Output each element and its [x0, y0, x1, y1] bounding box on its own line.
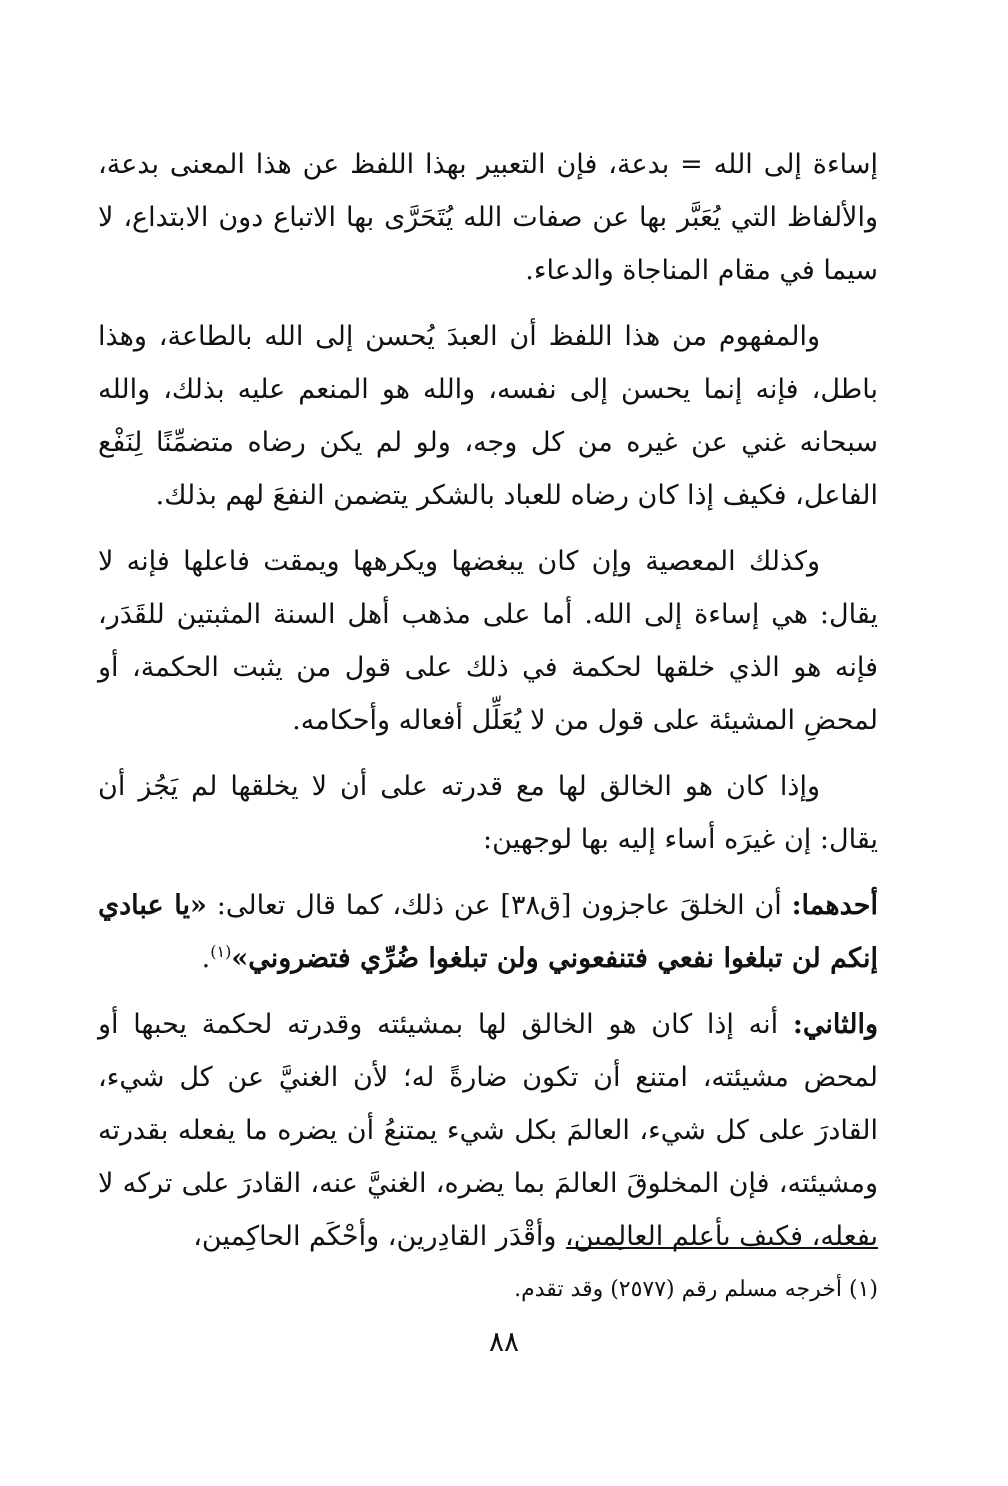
paragraph-1-text: إساءة إلى الله = بدعة، فإن التعبير بهذا اللفظ عن هذا المعنى بدعة، والألفاظ التي يُعَبَّر بها عن صفات الله يُتَحَرَّى بها الاتباع دون الابتداع، لا سيما في مقام المناجاة والدعاء.: [98, 149, 878, 286]
paragraph-3-text: وكذلك المعصية وإن كان يبغضها ويكرهها ويمقت فاعلها فإنه لا يقال: هي إساءة إلى الله. أما على مذهب أهل السنة المثبتين للقَدَر، فإنه هو الذي خلقها لحكمة في ذلك على قول من يثبت الحكمة، أو لمحضِ المشيئة على قول من لا يُعَلِّل أفعاله وأحكامه.: [98, 546, 878, 736]
footnote-number: (١): [848, 1277, 878, 1302]
paragraph-2-text: والمفهوم من هذا اللفظ أن العبدَ يُحسن إلى الله بالطاعة، وهذا باطل، فإنه إنما يحسن إلى نفسه، والله هو المنعم عليه بذلك، والله سبحانه غني عن غيره من كل وجه، ولو لم يكن رضاه متضمِّنًا لِنَفْع الفاعل، فكيف إذا كان رضاه للعباد بالشكر يتضمن النفعَ لهم بذلك.: [98, 321, 878, 511]
footnote-text: أخرجه مسلم رقم (٢٥٧٧) وقد تقدم.: [514, 1277, 842, 1302]
footnote: [98, 1273, 878, 1307]
page-body: [98, 138, 878, 1276]
paragraph-5: [98, 879, 878, 985]
footnote-separator: [566, 1247, 878, 1249]
paragraph-4: [98, 760, 878, 866]
paragraph-5-text: أن الخلقَ عاجزون [ق٣٨] عن ذلك، كما قال تعالى:: [206, 890, 792, 921]
paragraph-6: [98, 998, 878, 1263]
paragraph-4-text: وإذا كان هو الخالق لها مع قدرته على أن لا يخلقها لم يَجُز أن يقال: إن غيرَه أساء إليه بها لوجهين:: [98, 771, 878, 855]
paragraph-5-lead: أحدهما:: [791, 890, 878, 921]
paragraph-6-text: أنه إذا كان هو الخالق لها بمشيئته وقدرته لحكمة يحبها أو لمحض مشيئته، امتنع أن تكون ضارةً له؛ لأن الغنيَّ عن كل شيء، القادرَ على كل شيء، العالمَ بكل شيء يمتنعُ أن يضره ما يفعله بقدرته ومشيئته، فإن المخلوقَ العالمَ بما يضره، الغنيَّ عنه، القادرَ على تركه لا يفعله، فكيف بأعلم العالِمين، وأقْدَر القادِرين، وأحْكَم الحاكِمين،: [98, 1009, 878, 1252]
footnote-reference[interactable]: (١): [210, 942, 232, 961]
paragraph-6-lead: والثاني:: [792, 1009, 878, 1040]
hadith-quote: «يا عبادي إنكم لن تبلغوا نفعي فتنفعوني ولن تبلغوا ضُرِّي فتضروني»: [98, 890, 878, 974]
paragraph-2: [98, 310, 878, 522]
paragraph-3: [98, 535, 878, 747]
page-number: ٨٨: [488, 1325, 520, 1358]
paragraph-5-tail: .: [201, 943, 211, 974]
paragraph-1: [98, 138, 878, 297]
